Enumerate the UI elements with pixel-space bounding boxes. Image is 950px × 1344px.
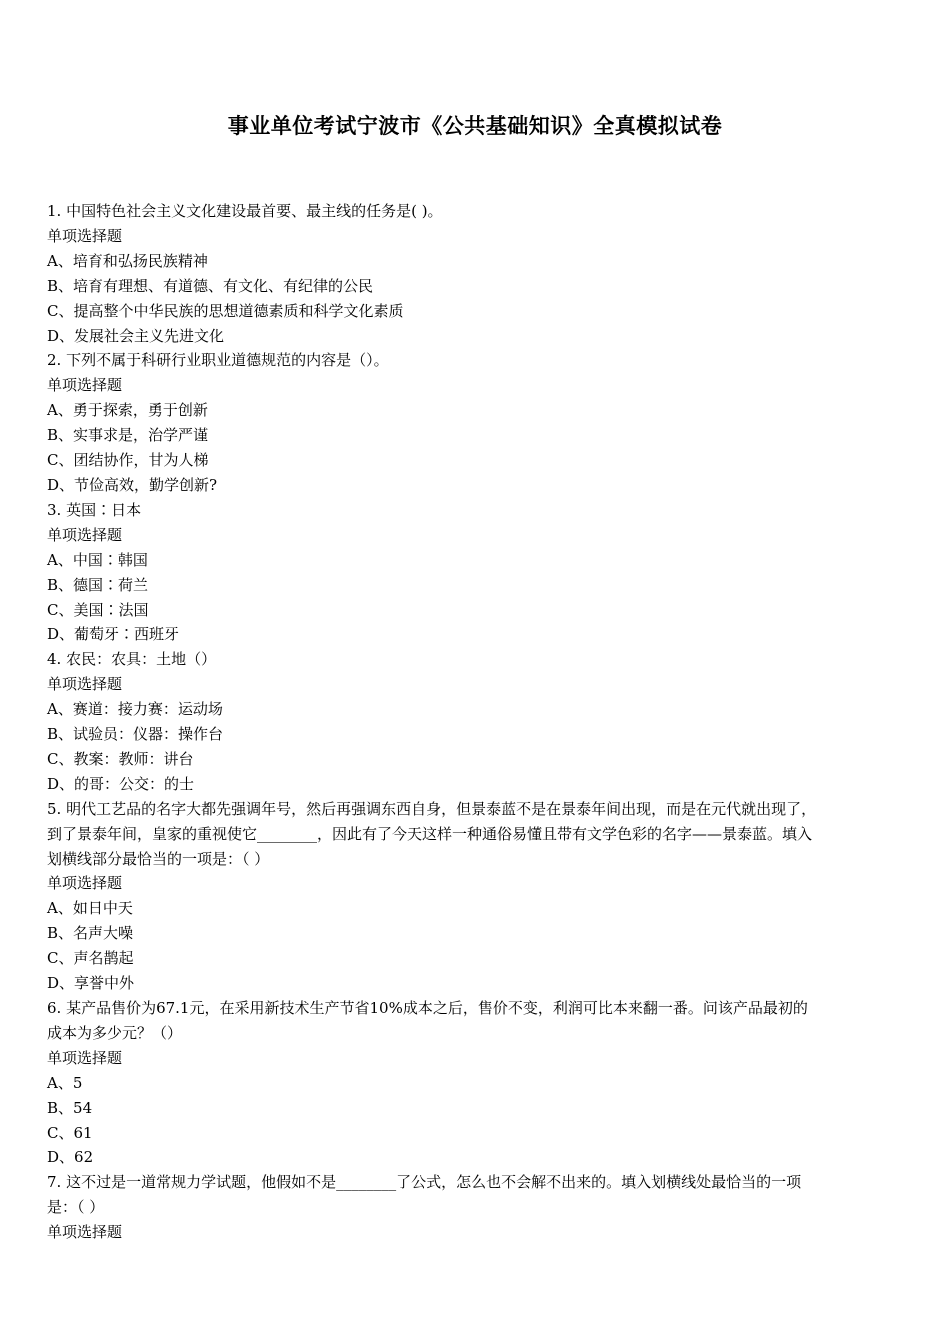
question-type: 单项选择题 — [47, 376, 123, 395]
question-stem: 1. 中国特色社会主义文化建设最首要、最主线的任务是( )。 — [47, 202, 443, 220]
option-b: B、名声大噪 — [47, 924, 134, 943]
option-a: A、如日中天 — [47, 899, 133, 918]
option-d: D、62 — [47, 1148, 94, 1167]
question-type: 单项选择题 — [47, 525, 123, 544]
question-stem: 2. 下列不属于科研行业职业道德规范的内容是（）。 — [47, 351, 389, 370]
option-a: A、勇于探索，勇于创新 — [47, 401, 208, 420]
option-d: D、发展社会主义先进文化 — [47, 326, 225, 345]
option-d: D、葡萄牙∶西班牙 — [47, 625, 180, 644]
option-a: A、5 — [47, 1073, 83, 1092]
option-d: D、享誉中外 — [47, 974, 135, 993]
question-stem-line: 到了景泰年间，皇家的重视使它________，因此有了今天这样一种通俗易懂且带有文学色彩的名字——景泰蓝。填入 — [47, 824, 813, 843]
option-c: C、提高整个中华民族的思想道德素质和科学文化素质 — [47, 301, 404, 320]
question-type: 单项选择题 — [47, 1048, 123, 1067]
option-a: A、赛道：接力赛：运动场 — [47, 700, 223, 719]
question-stem-line: 是：（ ） — [47, 1198, 105, 1217]
option-a: A、中国∶韩国 — [47, 550, 148, 569]
question-type: 单项选择题 — [47, 874, 123, 893]
question-stem: 4. 农民：农具：土地（） — [47, 650, 217, 669]
question-stem-line: 成本为多少元？（） — [47, 1023, 183, 1042]
option-c: C、团结协作，甘为人梯 — [47, 451, 209, 470]
question-type: 单项选择题 — [47, 226, 123, 245]
question-stem-line: 划横线部分最恰当的一项是：（ ） — [47, 849, 270, 868]
option-d: D、的哥：公交：的士 — [47, 774, 195, 793]
option-c: C、61 — [47, 1123, 93, 1142]
question-stem-line: 7. 这不过是一道常规力学试题，他假如不是________了公式，怎么也不会解不出来的。填入划横线处最恰当的一项 — [47, 1173, 802, 1192]
question-type: 单项选择题 — [47, 675, 123, 694]
option-c: C、美国∶法国 — [47, 600, 149, 619]
option-a: A、培育和弘扬民族精神 — [47, 251, 208, 270]
option-b: B、54 — [47, 1098, 93, 1117]
question-list — [47, 199, 907, 1245]
option-b: B、实事求是，治学严谨 — [47, 426, 209, 445]
document-title: 事业单位考试宁波市《公共基础知识》全真模拟试卷 — [227, 114, 723, 138]
question-stem-line: 6. 某产品售价为67.1元，在采用新技术生产节省10%成本之后，售价不变，利润可比本来翻一番。问该产品最初的 — [47, 999, 808, 1017]
option-c: C、教案：教师：讲台 — [47, 749, 194, 768]
option-b: B、培育有理想、有道德、有文化、有纪律的公民 — [47, 276, 374, 295]
option-b: B、德国∶荷兰 — [47, 575, 149, 594]
option-b: B、试验员：仪器：操作台 — [47, 725, 224, 744]
question-stem-line: 5. 明代工艺品的名字大都先强调年号，然后再强调东西自身，但景泰蓝不是在景泰年间出现，而是在元代就出现了， — [47, 799, 817, 818]
question-type: 单项选择题 — [47, 1223, 123, 1242]
question-stem: 3. 英国∶日本 — [47, 500, 142, 519]
option-d: D、节俭高效，勤学创新? — [47, 475, 218, 494]
option-c: C、声名鹊起 — [47, 949, 134, 968]
